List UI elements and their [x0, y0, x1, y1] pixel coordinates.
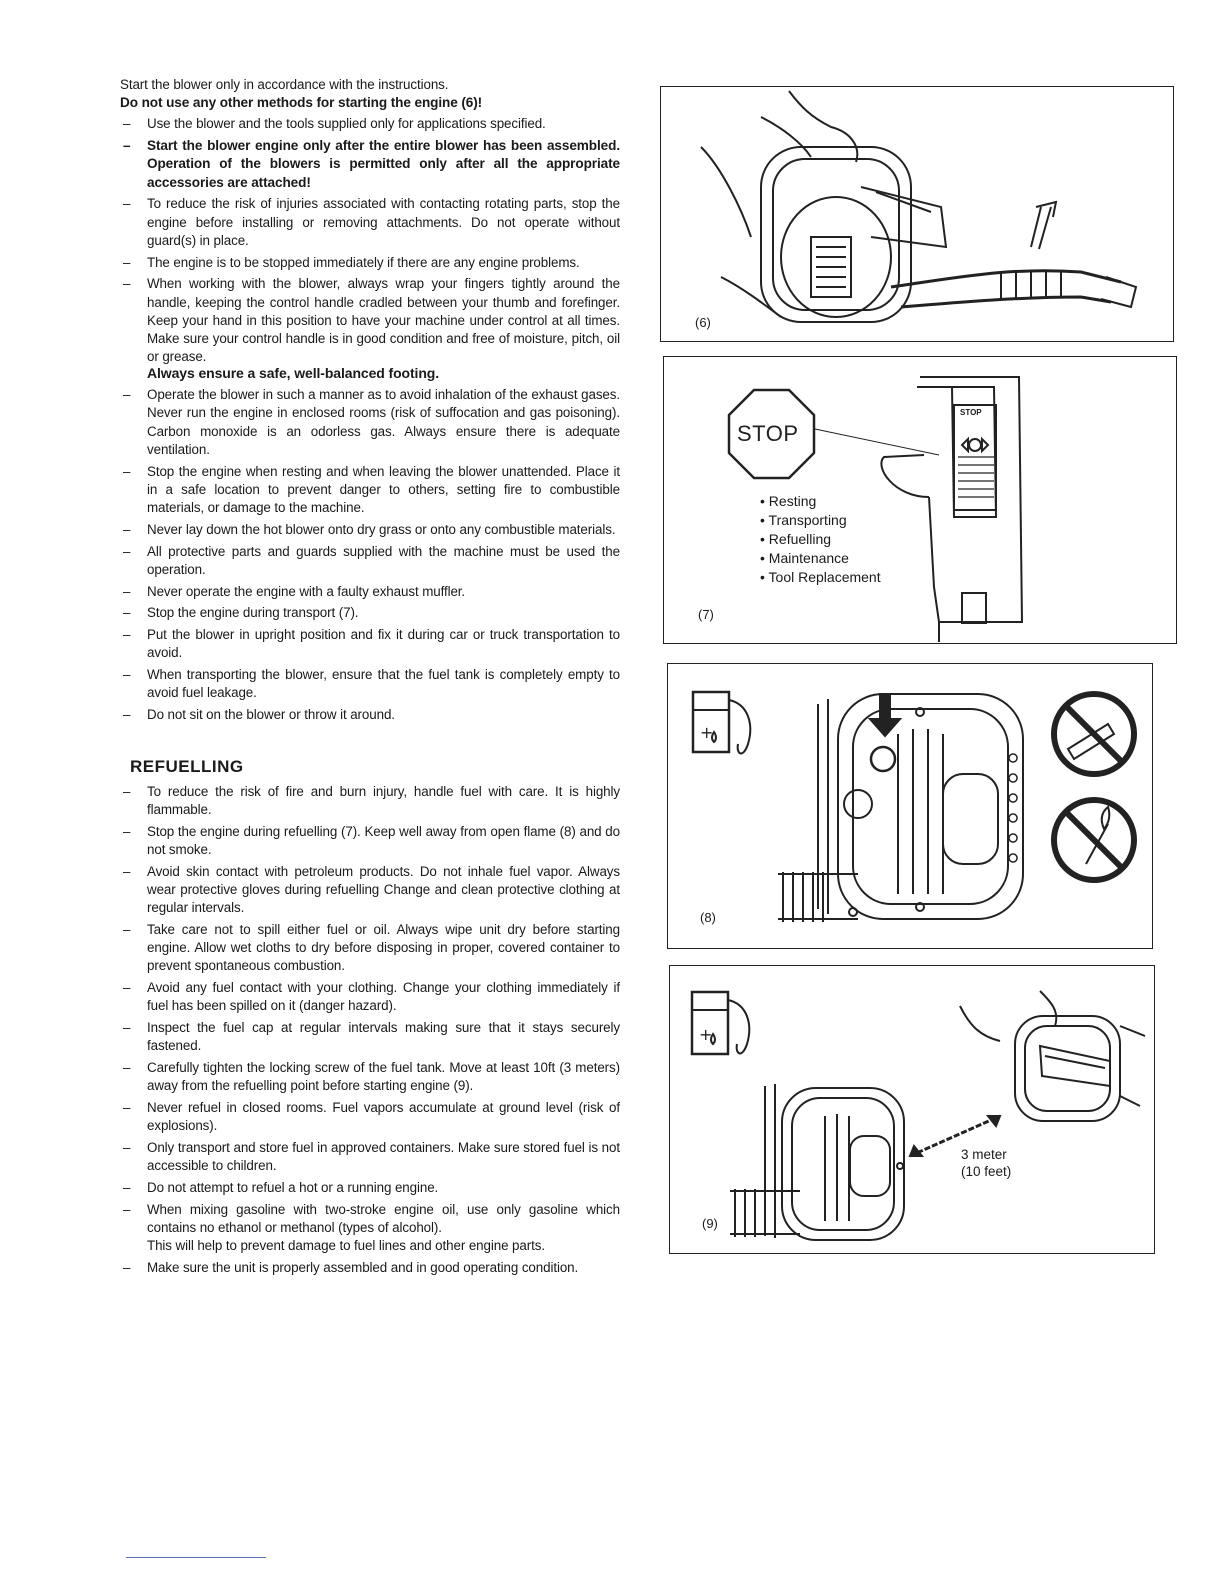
- list-item: – Take care not to spill either fuel or oil. Always wipe unit dry before starting engine. Allow wet cloths to dry before disposing in proper, covered container to prevent spontaneous combustion.: [120, 921, 620, 976]
- list-item: • Tool Replacement: [760, 568, 881, 587]
- footing-warning: Always ensure a safe, well-balanced footing.: [147, 365, 440, 382]
- figure-8-label: (8): [700, 910, 716, 925]
- intro-warning: Do not use any other methods for starting the engine (6)!: [120, 95, 483, 111]
- list-item: – Do not attempt to refuel a hot or a running engine.: [120, 1179, 620, 1197]
- refuel-no-flame-illustration: [668, 664, 1152, 948]
- list-item: – Never lay down the hot blower onto dry grass or onto any combustible materials.: [120, 521, 620, 539]
- list-item: – Use the blower and the tools supplied only for applications specified.: [120, 115, 620, 133]
- switch-stop-text: STOP: [960, 408, 982, 417]
- stop-conditions-list: [760, 492, 881, 587]
- figure-8: [667, 663, 1153, 949]
- list-item: – The engine is to be stopped immediately if there are any engine problems.: [120, 254, 620, 272]
- list-item: – To reduce the risk of fire and burn injury, handle fuel with care. It is highly flammable.: [120, 783, 620, 819]
- list-item: – When mixing gasoline with two-stroke engine oil, use only gasoline which contains no ethanol or methanol (types of alcohol).: [120, 1201, 620, 1237]
- footer-rule: [126, 1557, 266, 1558]
- figure-6: [660, 86, 1174, 342]
- list-item: – When transporting the blower, ensure that the fuel tank is completely empty to avoid fuel leakage.: [120, 666, 620, 702]
- list-item: – Do not sit on the blower or throw it around.: [120, 706, 620, 724]
- figure-7: [663, 356, 1177, 644]
- distance-feet: (10 feet): [961, 1164, 1012, 1179]
- figure-9-label: (9): [702, 1216, 718, 1231]
- list-item: • Resting: [760, 492, 881, 511]
- figure-6-label: (6): [695, 315, 711, 330]
- list-item: – Never refuel in closed rooms. Fuel vapors accumulate at ground level (risk of explosions).: [120, 1099, 620, 1135]
- list-item: • Maintenance: [760, 549, 881, 568]
- list-item: – Put the blower in upright position and fix it during car or truck transportation to avoid.: [120, 626, 620, 662]
- list-item: – When working with the blower, always wrap your fingers tightly around the handle, keeping the control handle cradled between your thumb and forefinger. Keep your hand in this position to have your machine under control at all times. Make sure your control handle is in good condition and free of moisture, pitch, oil or grease.: [120, 275, 620, 366]
- refuelling-heading: REFUELLING: [130, 757, 244, 777]
- figure-7-label: (7): [698, 607, 714, 622]
- refuelling-list: [120, 783, 620, 1278]
- safety-list: [120, 115, 620, 724]
- stop-switch-illustration: [664, 357, 1176, 643]
- list-item: – Carefully tighten the locking screw of the fuel tank. Move at least 10ft (3 meters) away from the refuelling point before starting engine (9).: [120, 1059, 620, 1095]
- svg-text:+: +: [699, 1025, 713, 1044]
- list-item: • Refuelling: [760, 530, 881, 549]
- list-item: – Avoid any fuel contact with your clothing. Change your clothing immediately if fuel has been spilled on it (danger hazard).: [120, 979, 620, 1015]
- list-item-continuation: This will help to prevent damage to fuel lines and other engine parts.: [147, 1238, 545, 1254]
- stop-sign-text: STOP: [737, 421, 799, 446]
- intro-line: Start the blower only in accordance with the instructions.: [120, 77, 449, 92]
- list-item: – Stop the engine during refuelling (7). Keep well away from open flame (8) and do not smoke.: [120, 823, 620, 859]
- list-item: – To reduce the risk of injuries associated with contacting rotating parts, stop the engine before installing or removing attachments. Do not operate without guard(s) in place.: [120, 195, 620, 250]
- list-item: – Inspect the fuel cap at regular intervals making sure that it stays securely fastened.: [120, 1019, 620, 1055]
- distance-label: [961, 1146, 1011, 1180]
- svg-text:+: +: [700, 723, 714, 742]
- list-item: – Stop the engine when resting and when leaving the blower unattended. Place it in a safe location to prevent danger to others, setting fire to combustible materials, or damage to the machine.: [120, 463, 620, 518]
- list-item: – Avoid skin contact with petroleum products. Do not inhale fuel vapor. Always wear protective gloves during refuelling Change and clean protective clothing at regular intervals.: [120, 863, 620, 918]
- list-item: – Never operate the engine with a faulty exhaust muffler.: [120, 583, 620, 601]
- list-item: – Start the blower engine only after the entire blower has been assembled. Operation of the blowers is permitted only after all the appropriate accessories are attached!: [120, 137, 620, 192]
- list-item: – Stop the engine during transport (7).: [120, 604, 620, 622]
- figure-9: [669, 965, 1155, 1254]
- list-item: – Make sure the unit is properly assembled and in good operating condition.: [120, 1259, 620, 1277]
- list-item: • Transporting: [760, 511, 881, 530]
- refuel-distance-illustration: [670, 966, 1154, 1253]
- list-item: – All protective parts and guards supplied with the machine must be used the operation.: [120, 543, 620, 579]
- list-item: – Operate the blower in such a manner as to avoid inhalation of the exhaust gases. Never run the engine in enclosed rooms (risk of suffocation and gas poisoning). Carbon monoxide is an odorless gas. Always ensure there is adequate ventilation.: [120, 386, 620, 459]
- text-column: [120, 76, 620, 1281]
- distance-meters: 3 meter: [961, 1147, 1007, 1162]
- list-item: – Only transport and store fuel in approved containers. Make sure stored fuel is not accessible to children.: [120, 1139, 620, 1175]
- blower-start-illustration: [661, 87, 1173, 341]
